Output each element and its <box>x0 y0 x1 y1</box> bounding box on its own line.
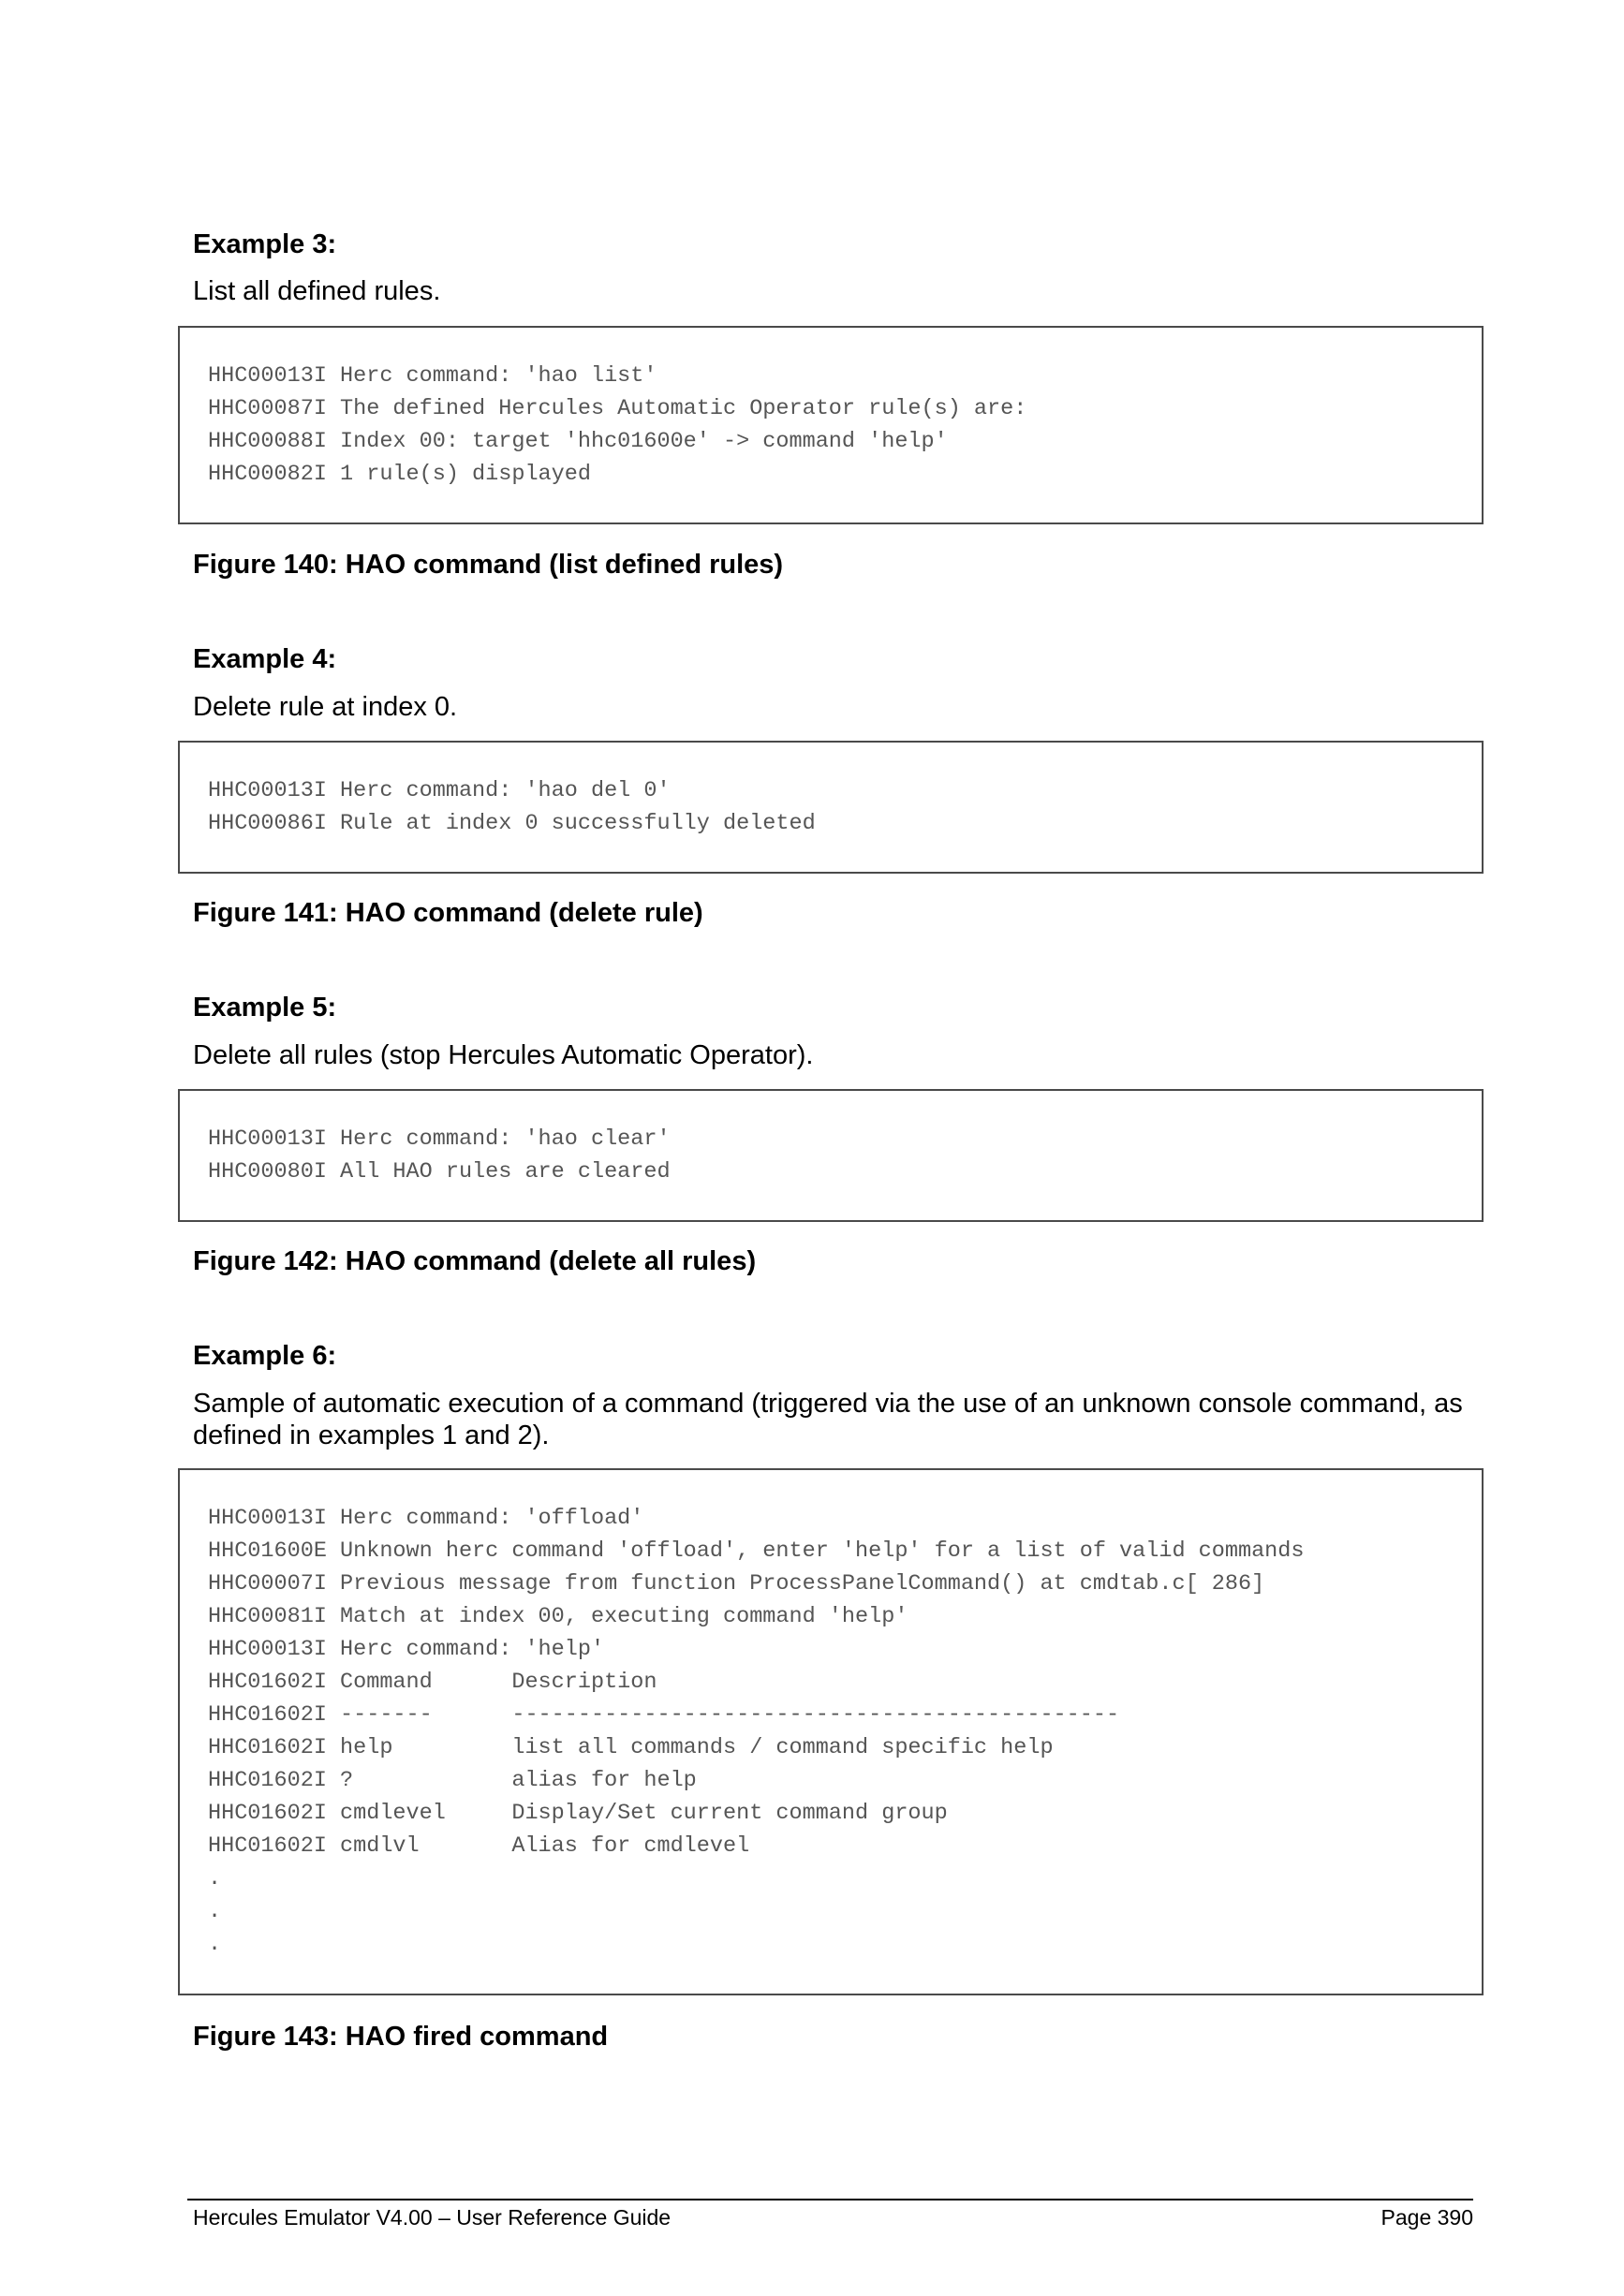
figure-caption: Figure 141: HAO command (delete rule) <box>193 898 703 928</box>
example-heading: Example 4: <box>193 644 337 674</box>
code-line: HHC00013I Herc command: 'hao clear' <box>208 1126 671 1152</box>
example-description: Delete rule at index 0. <box>193 692 458 722</box>
code-line: . <box>208 1866 222 1891</box>
code-block <box>178 326 1484 524</box>
code-line: HHC00088I Index 00: target 'hhc01600e' -> command 'help' <box>208 429 948 454</box>
footer-divider <box>187 2199 1473 2200</box>
code-lines <box>208 1123 671 1188</box>
code-line: HHC01602I help list all commands / command specific help <box>208 1735 1054 1760</box>
code-line: HHC00013I Herc command: 'hao list' <box>208 363 657 389</box>
example-heading: Example 6: <box>193 1341 337 1371</box>
figure-caption: Figure 142: HAO command (delete all rules) <box>193 1246 757 1276</box>
code-block <box>178 1089 1484 1222</box>
code-line: HHC00080I All HAO rules are cleared <box>208 1159 671 1185</box>
code-line: . <box>208 1899 222 1924</box>
code-block <box>178 1468 1484 1995</box>
code-line: HHC00013I Herc command: 'offload' <box>208 1506 644 1531</box>
figure-caption: Figure 140: HAO command (list defined rules) <box>193 550 784 580</box>
example-description: Sample of automatic execution of a command (triggered via the use of an unknown console command, as defined in examples 1 and 2). <box>193 1389 1463 1450</box>
code-line: HHC00086I Rule at index 0 successfully deleted <box>208 811 816 836</box>
code-line: HHC00007I Previous message from function ProcessPanelCommand() at cmdtab.c[ 286] <box>208 1571 1265 1597</box>
code-lines <box>208 774 816 840</box>
code-line: HHC01600E Unknown herc command 'offload', enter 'help' for a list of valid commands <box>208 1538 1305 1564</box>
example-heading: Example 3: <box>193 229 337 259</box>
code-line: HHC01602I cmdlvl Alias for cmdlevel <box>208 1833 750 1859</box>
footer-document-title: Hercules Emulator V4.00 – User Reference Guide <box>193 2205 672 2230</box>
code-line: HHC01602I cmdlevel Display/Set current command group <box>208 1801 948 1826</box>
code-line: HHC00013I Herc command: 'help' <box>208 1637 605 1662</box>
example-description: Delete all rules (stop Hercules Automatic Operator). <box>193 1040 814 1070</box>
code-lines <box>208 360 1026 491</box>
footer-page-number: Page 390 <box>1380 2205 1473 2230</box>
code-line: HHC00082I 1 rule(s) displayed <box>208 462 591 487</box>
code-line: . <box>208 1932 222 1957</box>
code-line: HHC01602I ? alias for help <box>208 1768 697 1793</box>
example-heading: Example 5: <box>193 993 337 1023</box>
code-line: HHC00013I Herc command: 'hao del 0' <box>208 778 671 803</box>
figure-caption: Figure 143: HAO fired command <box>193 2022 609 2052</box>
example-description: List all defined rules. <box>193 276 441 306</box>
code-line: HHC01602I Command Description <box>208 1670 657 1695</box>
code-block <box>178 741 1484 874</box>
code-line: HHC00087I The defined Hercules Automatic Operator rule(s) are: <box>208 396 1027 421</box>
code-line: HHC01602I ------- ---------------------------------------------- <box>208 1702 1120 1728</box>
code-line: HHC00081I Match at index 00, executing command 'help' <box>208 1604 908 1629</box>
code-lines <box>208 1502 1305 1961</box>
